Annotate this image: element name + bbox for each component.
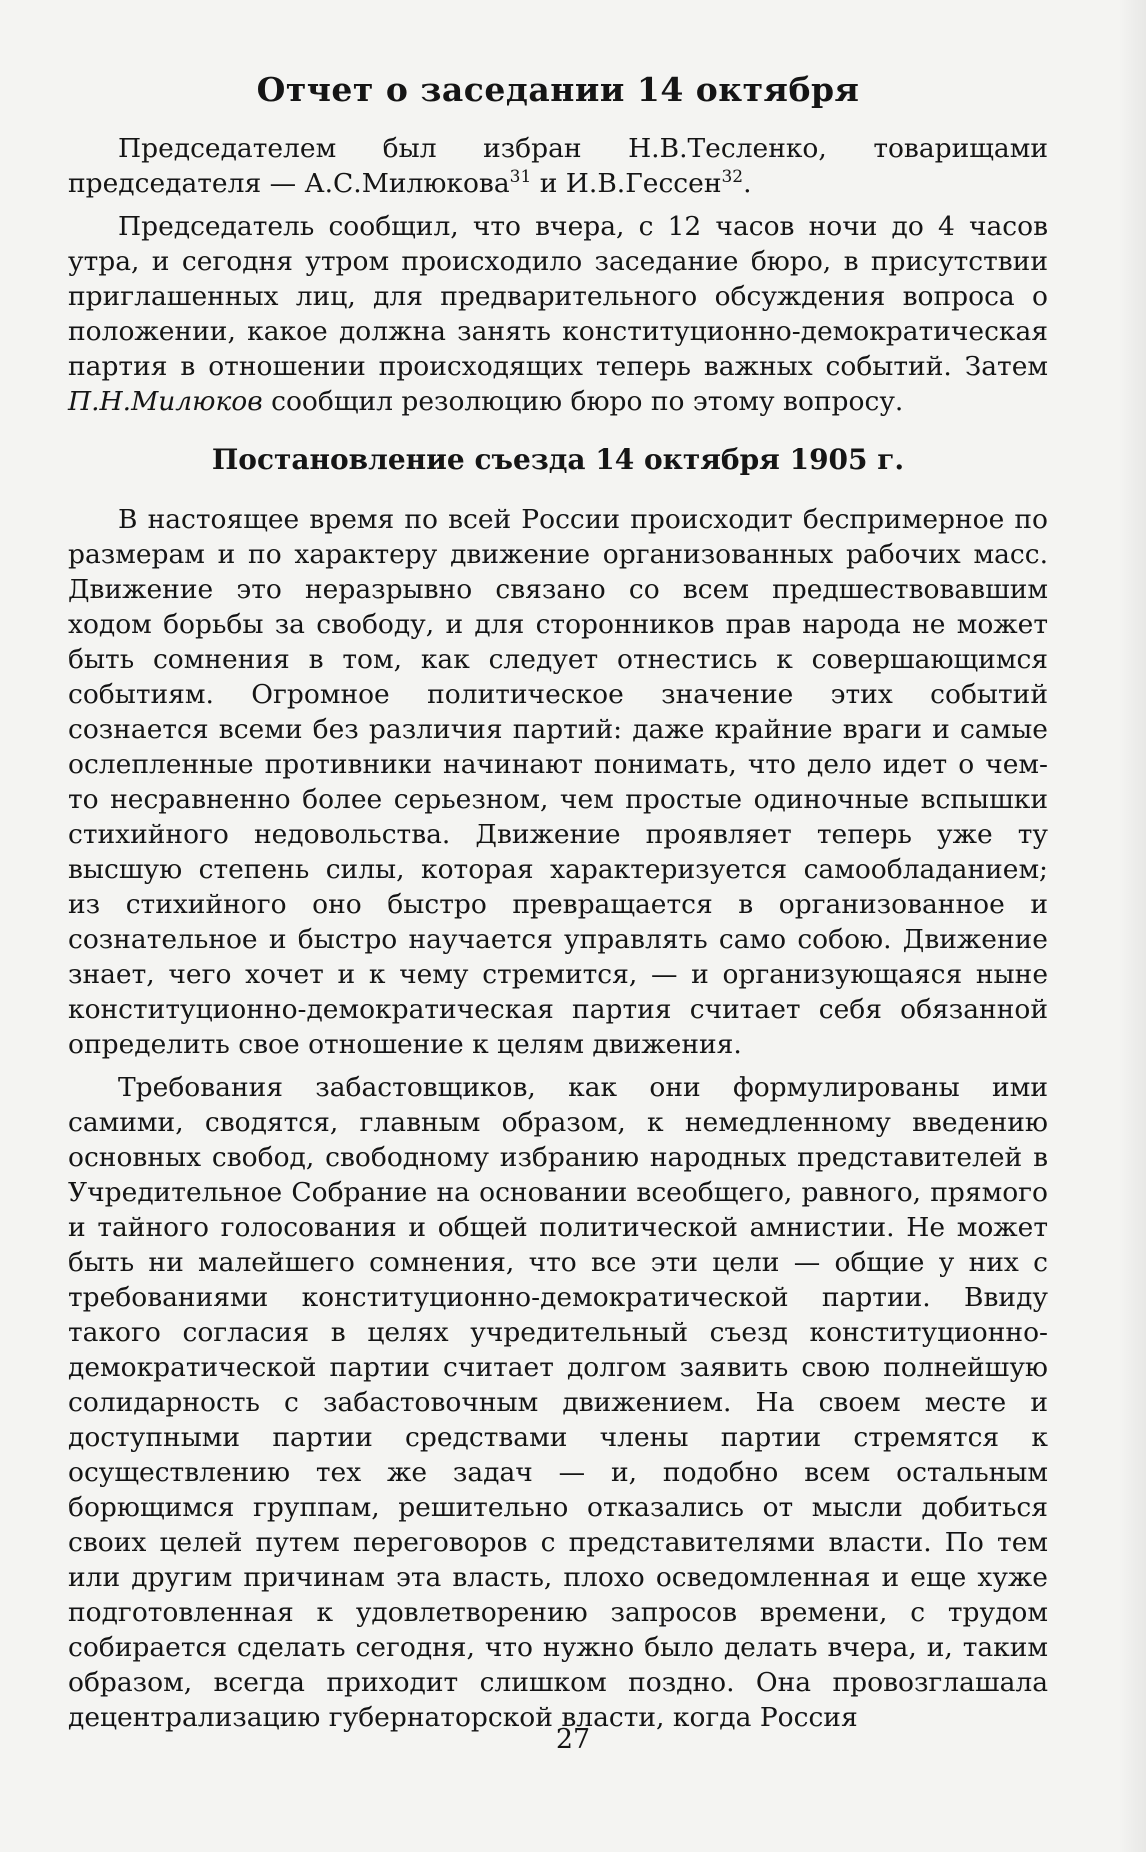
footnote-ref-32[interactable]: 32 [721,167,744,188]
paragraph-movement: В настоящее время по всей России происходит беспримерное по размерам и по характеру движение организованных рабочих масс. Движение это неразрывно связано со всем предшествовавшим ходом борьбы за свободу, и для сторонников прав народа не может быть сомнения в том, как следует отнестись к совершающимся событиям. Огромное политическое значение этих событий сознается всеми без различия партий: даже крайние враги и самые ослепленные противники начинают понимать, что дело идет о чем-то несравненно более серьезном, чем простые одиночные вспышки стихийного недовольства. Движение проявляет теперь уже ту высшую степень силы, которая характеризуется самообладанием; из стихийного оно быстро превращается в организованное и сознательное и быстро научается управлять само собою. Движение знает, чего хочет и к чему стремится, — и организующаяся ныне конституционно-демократическая партия считает себя обязанной определить свое отношение к целям движения. [68,504,1048,1060]
page-number: 27 [555,1724,591,1755]
page-edge-shadow [1118,0,1146,1852]
paragraph-chairman-text-2: и И.В.Гессен [531,168,722,199]
paragraph-chairman [68,131,1048,201]
paragraph-chairman-text: Председателем был избран Н.В.Тесленко, товарищами председателя — А.С.Милюкова [68,133,1048,199]
paragraph-bureau [68,209,1048,419]
paragraph-bureau-text-end: сообщил резолюцию бюро по этому вопросу. [262,386,904,417]
speaker-name: П.Н.Милюков [68,386,263,417]
page-content [68,70,1048,1735]
paragraph-demands: Требования забастовщиков, как они формулированы ими самими, сводятся, главным образом, к немедленному введению основных свобод, свободному избранию народных представителей в Учредительное Собрание на основании всеобщего, равного, прямого и тайного голосования и общей политической амнистии. Не может быть ни малейшего сомнения, что все эти цели — общие у них с требованиями конституционно-демократической партии. Ввиду такого согласия в целях учредительный съезд конституционно-демократической партии считает долгом заявить свою полнейшую солидарность с забастовочным движением. На своем месте и доступными партии средствами члены партии стремятся к осуществлению тех же задач — и, подобно всем остальным борющимся группам, решительно отказались от мысли добиться своих целей путем переговоров с представителями власти. По тем или другим причинам эта власть, плохо осведомленная и еще хуже подготовленная к удовлетворению запросов времени, с трудом собирается сделать сегодня, что нужно было делать вчера, и, таким образом, всегда приходит слишком поздно. Она провозглашала децентрализацию губернаторской власти, когда Россия [68,1072,1048,1733]
paragraph-bureau-text: Председатель сообщил, что вчера, с 12 часов ночи до 4 часов утра, и сегодня утром происходило заседание бюро, в присутствии приглашенных лиц, для предварительного обсуждения вопроса о положении, какое должна занять конституционно-демократическая партия в отношении происходящих теперь важных событий. Затем [68,211,1048,382]
paragraph-chairman-text-3: . [743,168,752,199]
footnote-ref-31[interactable]: 31 [509,167,532,188]
report-title: Отчет о заседании 14 октября [256,70,860,109]
resolution-title: Постановление съезда 14 октября 1905 г. [211,443,905,476]
